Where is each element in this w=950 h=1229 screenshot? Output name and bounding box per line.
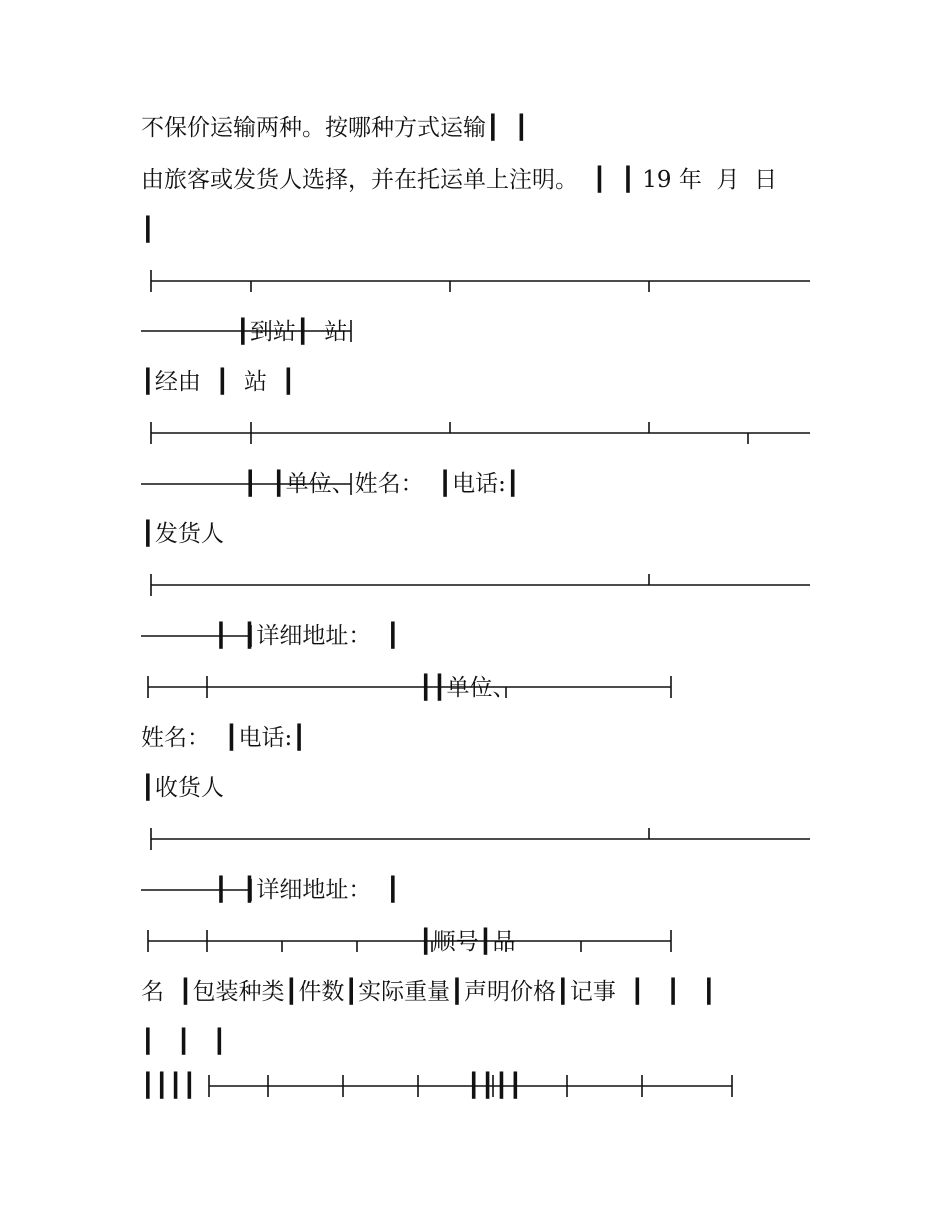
text-line-via: ┃经由 ┃ 站 ┃ [141,369,296,395]
text-line-receiver-name: 姓名： ┃电话:┃ [141,725,307,751]
text-line-sender: ┃发货人 [141,521,224,547]
text-line-cells: ┃ ┃ ┃ [141,1029,227,1055]
text-line-last: ┃┃┃┃ ┃┃┃┃ [141,1073,523,1099]
text-line-receiver-name-start: ┃┃单位、 [141,675,516,701]
text-line-2: 由旅客或发货人选择，并在托运单上注明。 ┃ ┃ 19 年 月 日 [141,167,778,193]
text-line-1: 不保价运输两种。按哪种方式运输┃ ┃ [141,115,529,141]
text-line-sender-name: ┃ ┃单位、姓名： ┃电话:┃ [141,471,520,497]
text-line-receiver-address: ┃ ┃详细地址： ┃ [141,877,400,903]
text-line-sender-address: ┃ ┃详细地址： ┃ [141,623,400,649]
text-line-destination: ┃到站┃ 站 [141,319,348,345]
text-line-columns: 名 ┃包装种类┃件数┃实际重量┃声明价格┃记事 ┃ ┃ ┃ [141,979,716,1005]
text-line-3: ┃ [141,217,155,243]
text-line-columns-start: ┃顺号┃品 [141,929,516,955]
text-line-receiver: ┃收货人 [141,775,224,801]
